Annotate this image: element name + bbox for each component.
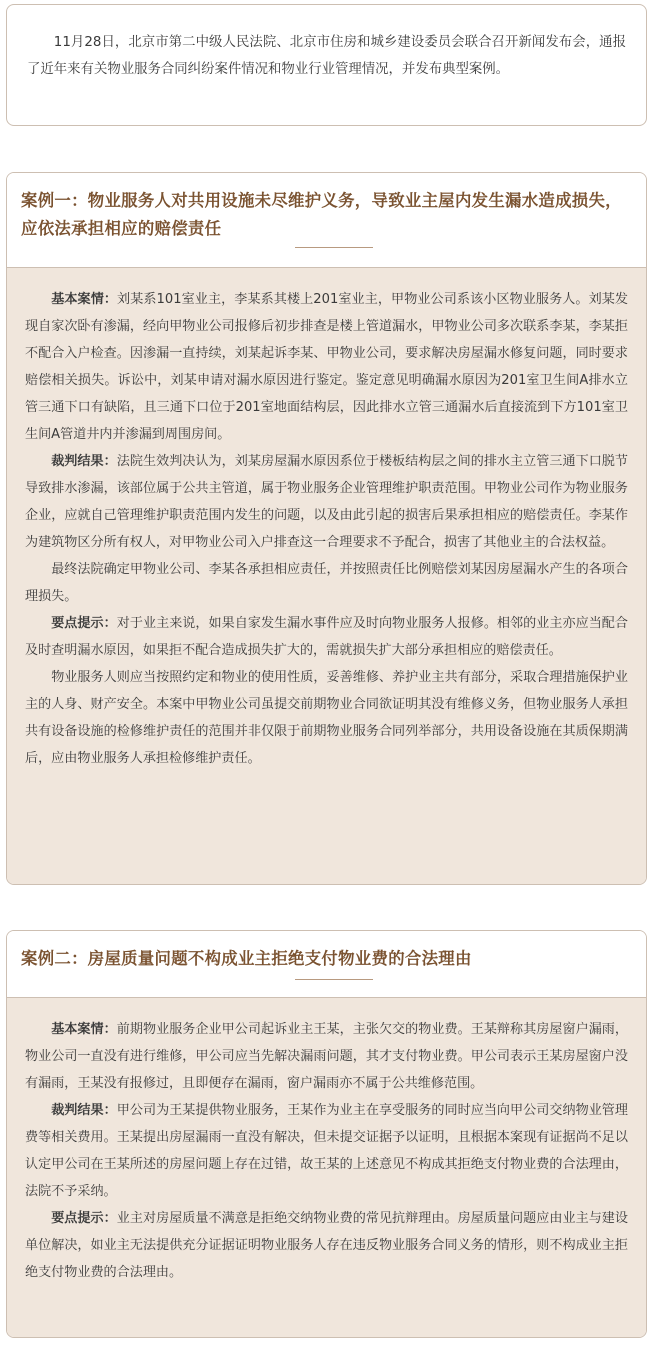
case-one-card	[6, 172, 647, 885]
tips-label: 要点提示：	[51, 616, 117, 631]
case-one-tips-cont	[25, 664, 628, 772]
case-two-body	[7, 997, 646, 1338]
tips-text: 业主对房屋质量不满意是拒绝交纳物业费的常见抗辩理由。房屋质量问题应由业主与建设单位解决，如业主无法提供充分证据证明物业服务人存在违反物业服务合同义务的情形，则不构成业主拒绝支付物业费的合法理由。	[25, 1211, 629, 1280]
facts-label: 基本案情：	[51, 292, 118, 307]
case-one-facts	[25, 286, 628, 448]
case-two-judgment	[25, 1097, 628, 1205]
judgment-label: 裁判结果：	[51, 1103, 117, 1118]
case-one-body	[7, 267, 646, 885]
facts-text: 前期物业服务企业甲公司起诉业主王某，主张欠交的物业费。王某辩称其房屋窗户漏雨，物业公司一直没有进行维修，甲公司应当先解决漏雨问题，其才支付物业费。甲公司表示王某房屋窗户没有漏雨，王某没有报修过，且即便存在漏雨，窗户漏雨亦不属于公共维修范围。	[25, 1022, 629, 1091]
facts-text: 刘某系101室业主，李某系其楼上201室业主，甲物业公司系该小区物业服务人。刘某发现自家次卧有渗漏，经向甲物业公司报修后初步排查是楼上管道漏水，甲物业公司多次联系李某，李某拒不配合入户检查。因渗漏一直持续，刘某起诉李某、甲物业公司，要求解决房屋漏水修复问题，同时要求赔偿相关损失。诉讼中，刘某申请对漏水原因进行鉴定。鉴定意见明确漏水原因为201室卫生间A排水立管三通下口有缺陷，且三通下口位于201室地面结构层，因此排水立管三通漏水后直接流到下方101室卫生间A管道井内并渗漏到周围房间。	[25, 292, 629, 442]
case-one-tips	[25, 610, 628, 664]
tips-text: 对于业主来说，如果自家发生漏水事件应及时向物业服务人报修。相邻的业主亦应当配合及时查明漏水原因，如果拒不配合造成损失扩大的，需就损失扩大部分承担相应的赔偿责任。	[25, 616, 629, 658]
case-two-card	[6, 930, 647, 1338]
judgment-text: 甲公司为王某提供物业服务，王某作为业主在享受服务的同时应当向甲公司交纳物业管理费等相关费用。王某提出房屋漏雨一直没有解决，但未提交证据予以证明，且根据本案现有证据尚不足以认定甲公司在王某所述的房屋问题上存在过错，故王某的上述意见不构成其拒绝支付物业费的合法理由，法院不予采纳。	[25, 1103, 629, 1199]
intro-card	[6, 4, 647, 126]
case-one-header	[7, 173, 646, 267]
intro-paragraph: 11月28日，北京市第二中级人民法院、北京市住房和城乡建设委员会联合召开新闻发布会，通报了近年来有关物业服务合同纠纷案件情况和物业行业管理情况，并发布典型案例。	[27, 35, 626, 77]
case-one-judgment-cont	[25, 556, 628, 610]
judgment-label: 裁判结果：	[51, 454, 117, 469]
case-one-title: 案例一：物业服务人对共用设施未尽维护义务，导致业主屋内发生漏水造成损失，应依法承担相应的赔偿责任	[21, 191, 622, 238]
judgment-text: 法院生效判决认为，刘某房屋漏水原因系位于楼板结构层之间的排水主立管三通下口脱节导致排水渗漏，该部位属于公共主管道，属于物业服务企业管理维护职责范围。甲物业公司作为物业服务企业，应就自己管理维护职责范围内发生的问题，以及由此引起的损害后果承担相应的赔偿责任。李某作为建筑物区分所有权人，对甲物业公司入户排查这一合理要求不予配合，损害了其他业主的合法权益。	[25, 454, 629, 550]
case-two-facts	[25, 1016, 628, 1097]
judgment-cont-text: 最终法院确定甲物业公司、李某各承担相应责任，并按照责任比例赔偿刘某因房屋漏水产生的各项合理损失。	[25, 562, 628, 604]
tips-label: 要点提示：	[51, 1211, 117, 1226]
case-two-title: 案例二：房屋质量问题不构成业主拒绝支付物业费的合法理由	[21, 949, 472, 968]
case-one-judgment	[25, 448, 628, 556]
title-divider	[295, 247, 373, 248]
facts-label: 基本案情：	[51, 1022, 117, 1037]
case-two-tips	[25, 1205, 628, 1286]
tips-cont-text: 物业服务人则应当按照约定和物业的使用性质，妥善维修、养护业主共有部分，采取合理措施保护业主的人身、财产安全。本案中甲物业公司虽提交前期物业合同欲证明其没有维修义务，但物业服务人承担共有设备设施的检修维护责任的范围并非仅限于前期物业服务合同列举部分，共用设备设施在其质保期满后，应由物业服务人承担检修维护责任。	[25, 670, 628, 766]
case-two-header	[7, 931, 646, 997]
title-divider	[295, 979, 373, 980]
